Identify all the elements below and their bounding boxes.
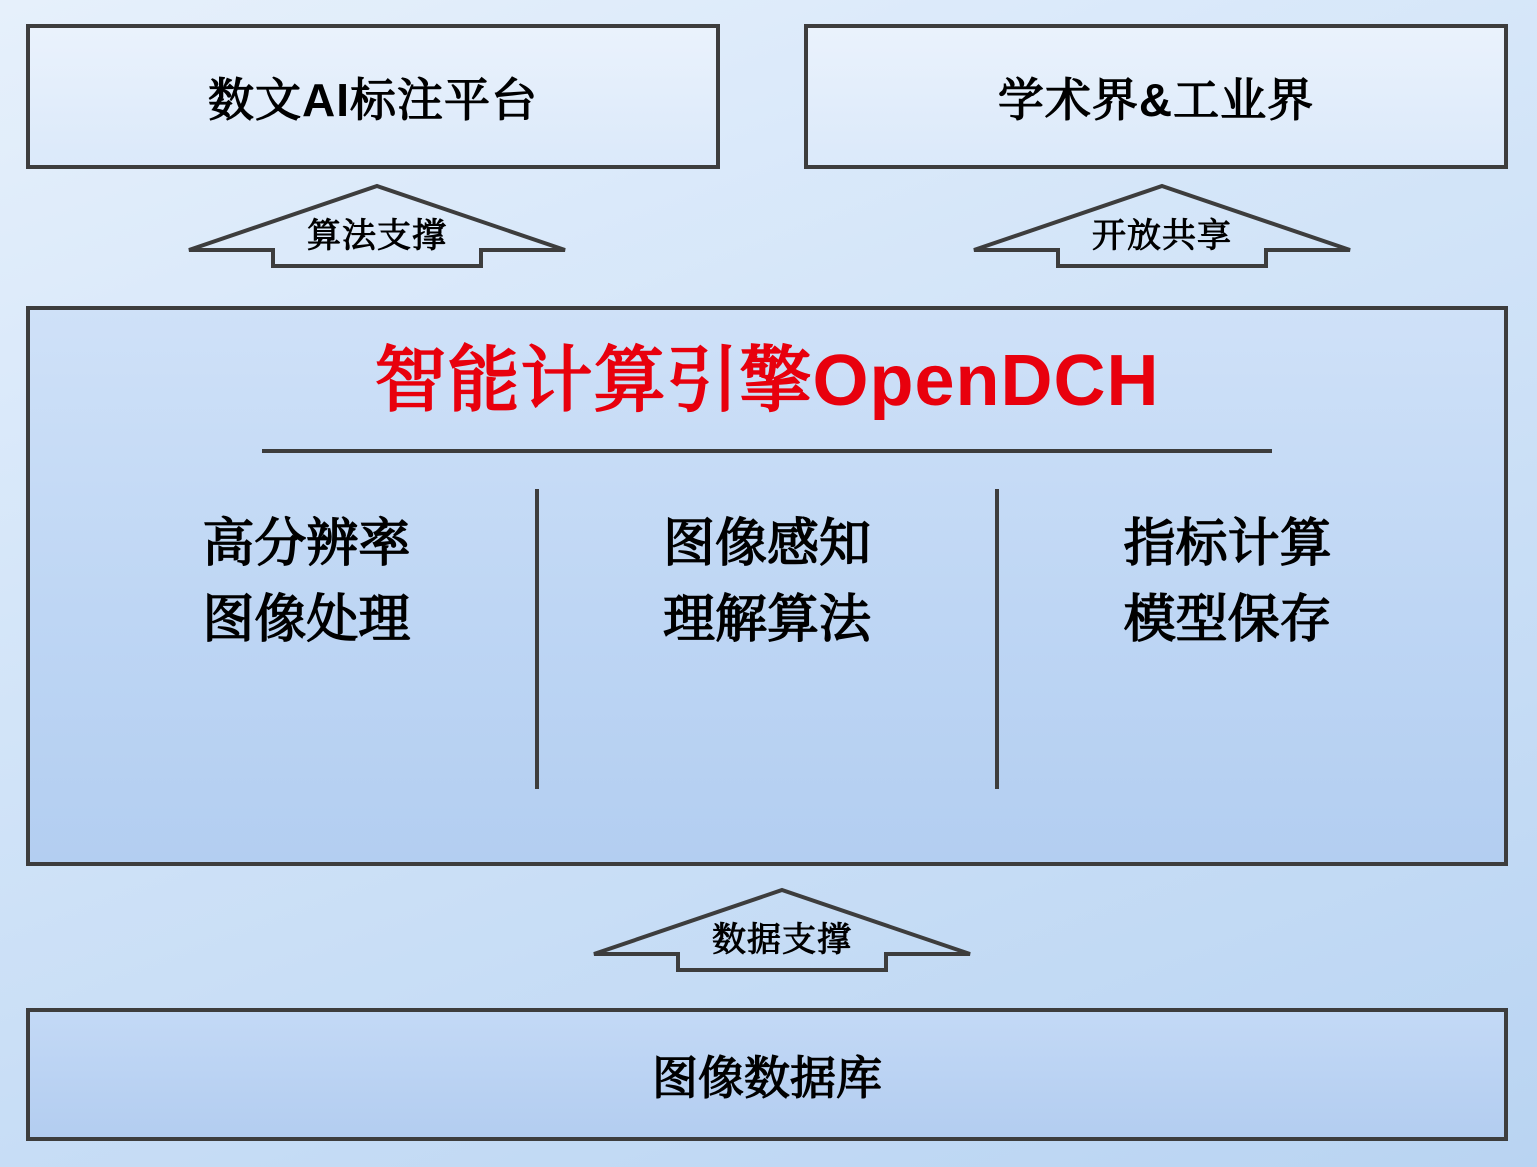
arrow-up-algorithm-support	[183, 180, 571, 272]
engine-divider	[262, 449, 1272, 453]
engine-columns	[84, 489, 1450, 789]
engine-column-2-line2: 理解算法	[663, 590, 872, 649]
engine-column-1-line2: 图像处理	[202, 590, 411, 649]
box-image-database[interactable]	[26, 1008, 1508, 1141]
box-annotation-platform[interactable]	[26, 24, 720, 169]
box-academia-industry-label: 学术界&工业界	[997, 73, 1315, 126]
column-divider	[535, 489, 539, 789]
engine-column-3-line2: 模型保存	[1123, 590, 1332, 649]
arrow-label-algorithm-support: 算法支撑	[307, 216, 447, 255]
engine-column-high-resolution[interactable]	[84, 489, 529, 789]
engine-column-3-line1: 指标计算	[1123, 515, 1332, 574]
box-annotation-platform-label: 数文AI标注平台	[208, 73, 538, 126]
box-computing-engine[interactable]	[26, 306, 1508, 866]
engine-title: 智能计算引擎OpenDCH	[374, 341, 1160, 421]
arrow-label-data-support: 数据支撑	[712, 920, 852, 959]
box-image-database-label: 图像数据库	[652, 1051, 882, 1104]
box-academia-industry[interactable]	[804, 24, 1508, 169]
arrow-label-open-sharing: 开放共享	[1092, 216, 1232, 255]
column-divider	[995, 489, 999, 789]
engine-column-image-perception[interactable]	[545, 489, 990, 789]
arrow-up-data-support	[588, 884, 976, 976]
arrow-up-open-sharing	[968, 180, 1356, 272]
engine-column-metrics-model[interactable]	[1005, 489, 1450, 789]
engine-column-1-line1: 高分辨率	[202, 515, 411, 574]
engine-column-2-line1: 图像感知	[663, 515, 872, 574]
